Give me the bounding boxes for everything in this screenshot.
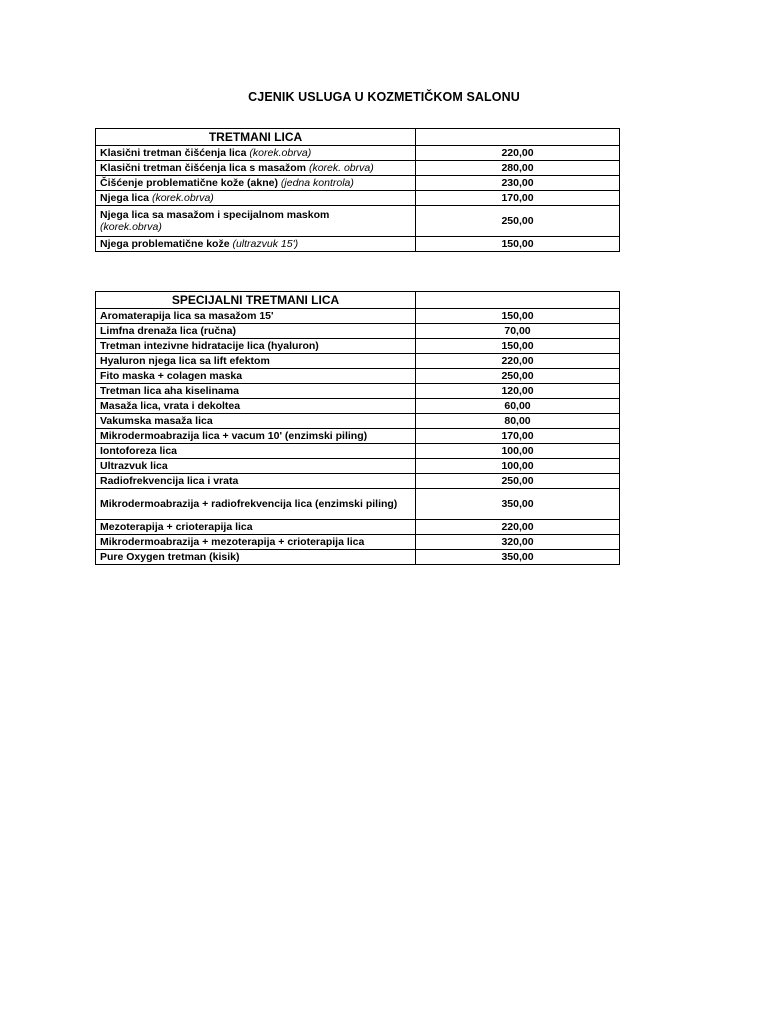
table-row	[96, 206, 620, 237]
service-cell	[96, 324, 416, 339]
document-title: CJENIK USLUGA U KOZMETIČKOM SALONU	[248, 90, 520, 104]
service-cell	[96, 459, 416, 474]
table-row	[96, 369, 620, 384]
service-price: 100,00	[416, 444, 620, 459]
service-cell	[96, 146, 416, 161]
service-cell	[96, 550, 416, 565]
service-cell	[96, 176, 416, 191]
table-row	[96, 399, 620, 414]
service-note: (jedna kontrola)	[280, 177, 354, 189]
table-row	[96, 309, 620, 324]
service-cell	[96, 354, 416, 369]
service-cell	[96, 429, 416, 444]
service-note: (ultrazvuk 15')	[232, 238, 299, 250]
service-name: Vakumska masaža lica	[100, 415, 213, 427]
table-row	[96, 191, 620, 206]
service-price: 280,00	[416, 161, 620, 176]
service-note: (korek.obrva)	[100, 221, 162, 233]
service-price: 350,00	[416, 550, 620, 565]
service-cell	[96, 339, 416, 354]
service-cell	[96, 309, 416, 324]
table-row	[96, 146, 620, 161]
service-cell	[96, 206, 416, 237]
table-row	[96, 459, 620, 474]
service-price: 100,00	[416, 459, 620, 474]
table-row	[96, 520, 620, 535]
service-name: Fito maska + colagen maska	[100, 370, 243, 382]
table-row	[96, 550, 620, 565]
table-row	[96, 354, 620, 369]
service-price: 250,00	[416, 369, 620, 384]
service-cell	[96, 369, 416, 384]
table-row	[96, 237, 620, 252]
table-row	[96, 444, 620, 459]
service-price: 250,00	[416, 206, 620, 237]
service-name: Tretman intezivne hidratacije lica (hyaluron)	[100, 340, 319, 352]
service-name: Mikrodermoabrazija lica + vacum 10' (enzimski piling)	[100, 430, 368, 442]
service-price: 120,00	[416, 384, 620, 399]
service-name: Njega lica	[100, 192, 150, 204]
table-row	[96, 384, 620, 399]
service-name: Hyaluron njega lica sa lift efektom	[100, 355, 270, 367]
service-name: Iontoforeza lica	[100, 445, 178, 457]
service-cell	[96, 161, 416, 176]
service-name: Njega problematične kože	[100, 238, 230, 250]
table-heading-empty	[416, 129, 620, 146]
service-name: Tretman lica aha kiselinama	[100, 385, 239, 397]
service-price: 150,00	[416, 339, 620, 354]
service-price: 230,00	[416, 176, 620, 191]
service-cell	[96, 474, 416, 489]
service-name: Pure Oxygen tretman (kisik)	[100, 551, 240, 563]
service-name: Klasični tretman čišćenja lica	[100, 147, 247, 159]
service-price: 60,00	[416, 399, 620, 414]
service-cell	[96, 414, 416, 429]
service-cell	[96, 444, 416, 459]
service-price: 220,00	[416, 520, 620, 535]
service-name: Mikrodermoabrazija + radiofrekvencija lica (enzimski piling)	[100, 498, 398, 510]
service-price: 170,00	[416, 429, 620, 444]
table-row	[96, 535, 620, 550]
table-row	[96, 429, 620, 444]
service-price: 220,00	[416, 354, 620, 369]
service-name: Njega lica sa masažom i specijalnom maskom	[100, 209, 330, 221]
service-cell	[96, 191, 416, 206]
table-row	[96, 414, 620, 429]
service-note: (korek. obrva)	[308, 162, 374, 174]
service-cell	[96, 237, 416, 252]
service-price: 350,00	[416, 489, 620, 520]
table-heading: TRETMANI LICA	[96, 129, 416, 146]
service-name: Klasični tretman čišćenja lica s masažom	[100, 162, 307, 174]
price-table-special-treatments	[95, 291, 620, 565]
table-heading: SPECIJALNI TRETMANI LICA	[96, 292, 416, 309]
service-cell	[96, 535, 416, 550]
service-price: 250,00	[416, 474, 620, 489]
service-cell	[96, 520, 416, 535]
service-name: Masaža lica, vrata i dekoltea	[100, 400, 241, 412]
service-note: (korek.obrva)	[249, 147, 312, 159]
service-price: 320,00	[416, 535, 620, 550]
service-price: 150,00	[416, 309, 620, 324]
service-name: Aromaterapija lica sa masažom 15'	[100, 310, 274, 322]
price-table-face-treatments	[95, 128, 620, 252]
service-price: 80,00	[416, 414, 620, 429]
service-cell	[96, 399, 416, 414]
service-note: (korek.obrva)	[151, 192, 214, 204]
table-row	[96, 474, 620, 489]
service-name: Mezoterapija + crioterapija lica	[100, 521, 253, 533]
service-cell	[96, 489, 416, 520]
service-price: 220,00	[416, 146, 620, 161]
table-row	[96, 161, 620, 176]
table-row	[96, 339, 620, 354]
service-name: Mikrodermoabrazija + mezoterapija + crioterapija lica	[100, 536, 365, 548]
table-row	[96, 324, 620, 339]
table-row	[96, 489, 620, 520]
service-name: Limfna drenaža lica (ručna)	[100, 325, 236, 337]
table-heading-empty	[416, 292, 620, 309]
service-cell	[96, 384, 416, 399]
service-name: Ultrazvuk lica	[100, 460, 168, 472]
service-price: 170,00	[416, 191, 620, 206]
table-row	[96, 176, 620, 191]
service-price: 150,00	[416, 237, 620, 252]
service-price: 70,00	[416, 324, 620, 339]
service-name: Radiofrekvencija lica i vrata	[100, 475, 239, 487]
service-name: Čišćenje problematične kože (akne)	[100, 177, 278, 189]
